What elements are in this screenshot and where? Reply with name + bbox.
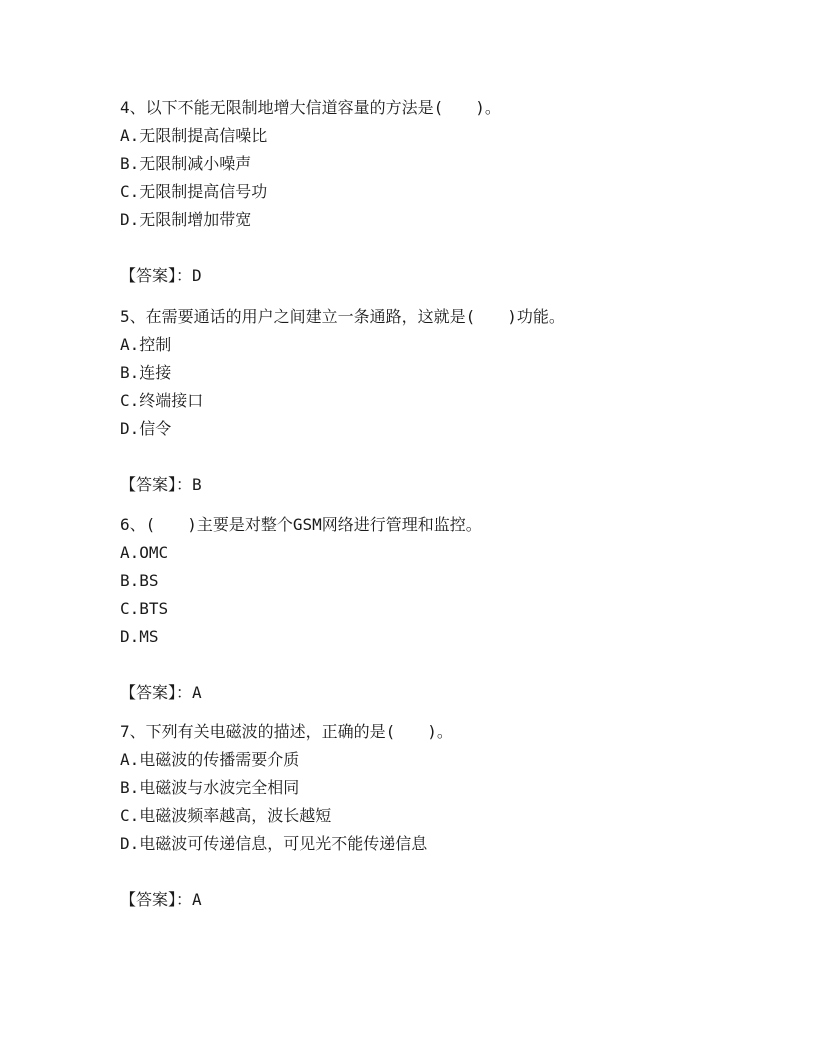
option-c: C.BTS xyxy=(120,599,169,618)
answer-line: 【答案】：A xyxy=(120,683,202,702)
question-5 xyxy=(120,303,740,499)
option-d: D.MS xyxy=(120,627,159,646)
option-b: B.连接 xyxy=(120,363,172,382)
option-a: A.无限制提高信噪比 xyxy=(120,126,268,145)
question-6 xyxy=(120,511,740,707)
question-7 xyxy=(120,718,740,914)
option-b: B.BS xyxy=(120,571,159,590)
option-c: C.电磁波频率越高，波长越短 xyxy=(120,806,332,825)
question-stem: 6、( )主要是对整个GSM网络进行管理和监控。 xyxy=(120,515,482,534)
option-b: B.无限制减小噪声 xyxy=(120,154,252,173)
option-a: A.控制 xyxy=(120,335,172,354)
question-4 xyxy=(120,94,740,290)
question-stem: 4、以下不能无限制地增大信道容量的方法是( )。 xyxy=(120,98,501,117)
question-stem: 5、在需要通话的用户之间建立一条通路，这就是( )功能。 xyxy=(120,307,565,326)
option-b: B.电磁波与水波完全相同 xyxy=(120,778,300,797)
question-stem: 7、下列有关电磁波的描述，正确的是( )。 xyxy=(120,722,453,741)
answer-line: 【答案】：D xyxy=(120,266,202,285)
option-c: C.终端接口 xyxy=(120,391,204,410)
option-a: A.电磁波的传播需要介质 xyxy=(120,750,300,769)
answer-line: 【答案】：A xyxy=(120,890,202,909)
option-d: D.无限制增加带宽 xyxy=(120,210,252,229)
option-d: D.电磁波可传递信息，可见光不能传递信息 xyxy=(120,834,428,853)
option-a: A.OMC xyxy=(120,543,169,562)
option-d: D.信令 xyxy=(120,419,172,438)
answer-line: 【答案】：B xyxy=(120,475,202,494)
option-c: C.无限制提高信号功 xyxy=(120,182,268,201)
